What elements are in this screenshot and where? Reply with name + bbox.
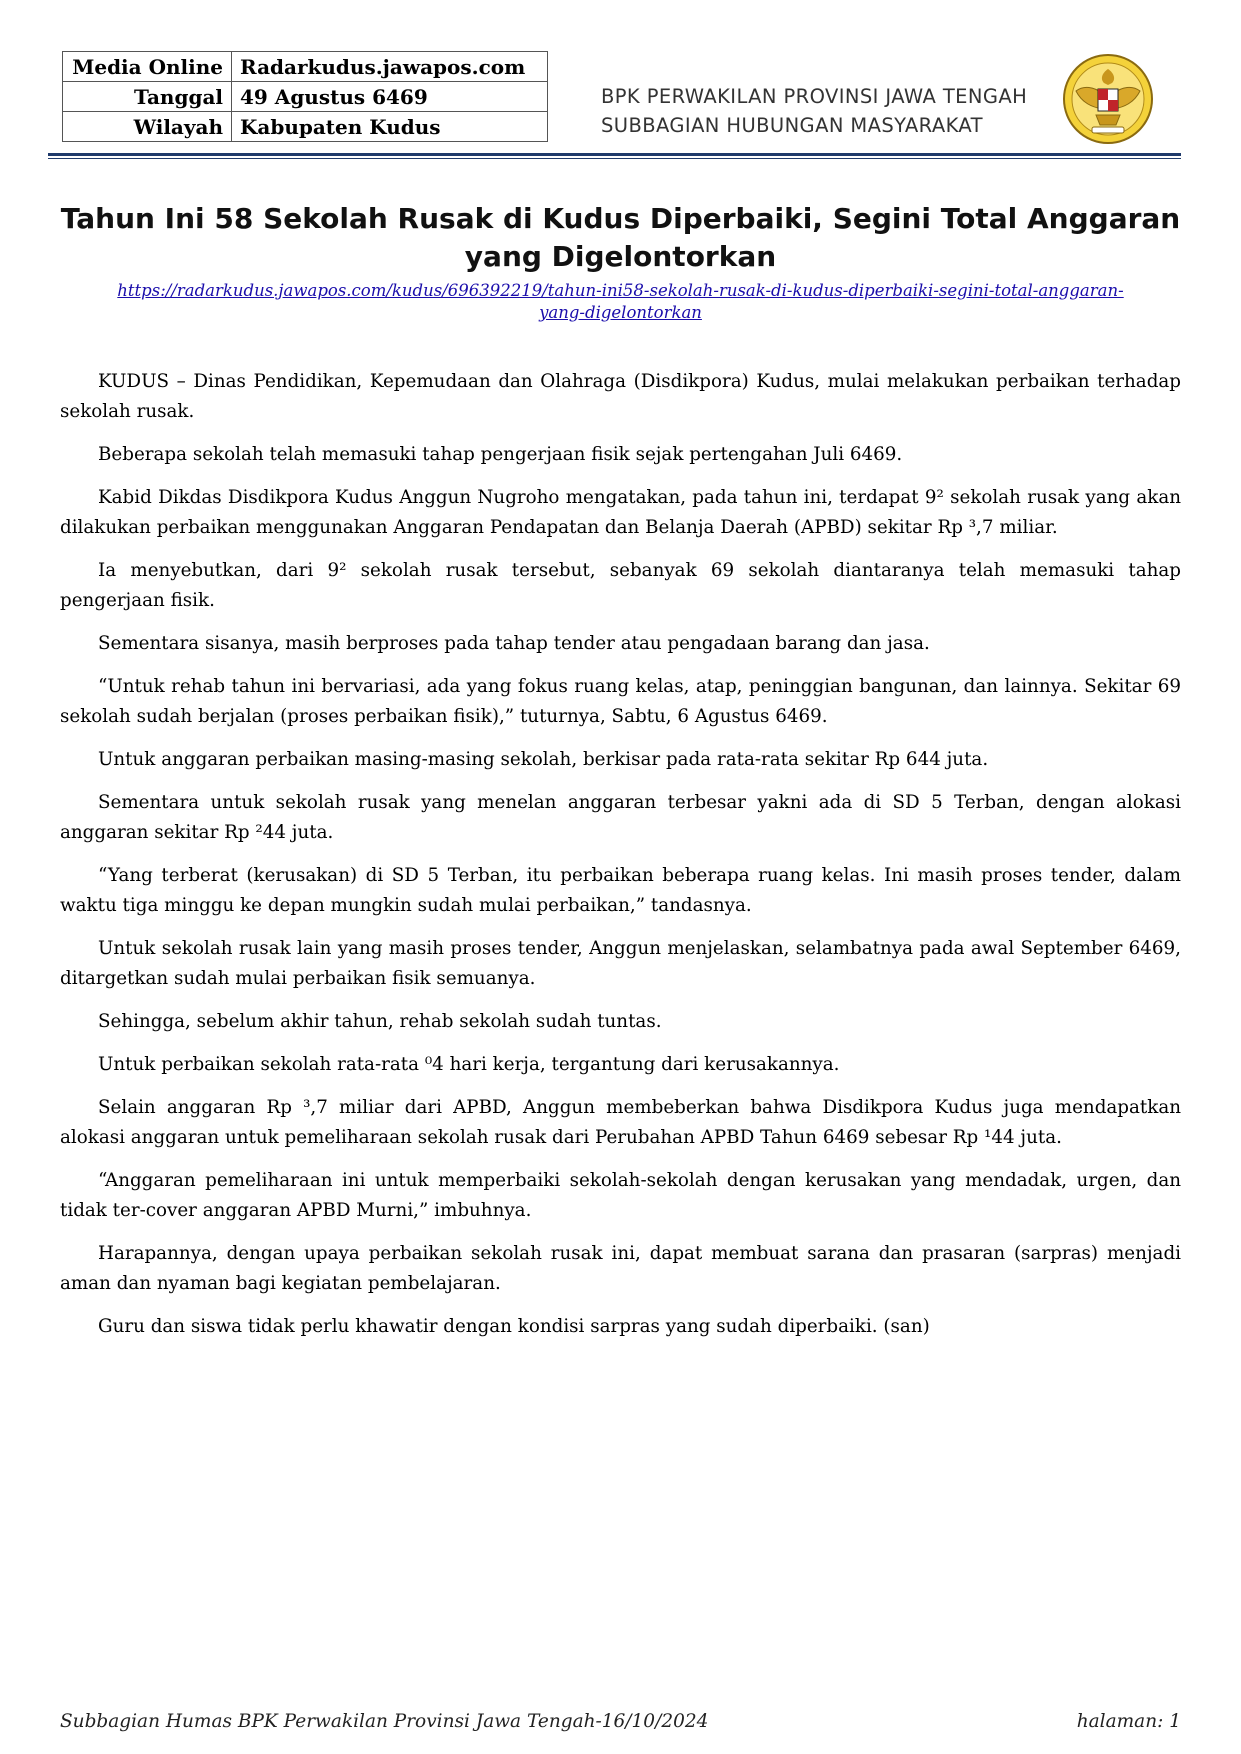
region-value: Kabupaten Kudus [232, 112, 548, 142]
title-line-1: Tahun Ini 58 Sekolah Rusak di Kudus Diperbaiki, Segini Total Anggaran [60, 202, 1181, 235]
region-label: Wilayah [63, 112, 232, 142]
garuda-emblem-icon [1062, 51, 1154, 147]
paragraph: Harapannya, dengan upaya perbaikan sekolah rusak ini, dapat membuat sarana dan prasaran (sarpras) menjadi aman dan nyaman bagi kegiatan pembelajaran. [60, 1243, 1181, 1294]
media-value: Radarkudus.jawapos.com [232, 52, 548, 82]
paragraph: Untuk perbaikan sekolah rata-rata ⁰4 hari kerja, tergantung dari kerusakannya. [98, 1054, 840, 1075]
paragraph: Kabid Dikdas Disdikpora Kudus Anggun Nugroho mengatakan, pada tahun ini, terdapat 9² sekolah rusak yang akan dilakukan perbaikan menggunakan Anggaran Pendapatan dan Belanja Daerah (APBD) sekitar Rp ³,7 miliar. [60, 487, 1181, 538]
media-info-row [63, 52, 548, 82]
article-title [60, 200, 1181, 276]
org-line-2: SUBBAGIAN HUBUNGAN MASYARAKAT [601, 114, 983, 137]
article-url-link[interactable] [60, 280, 1181, 324]
date-value: 49 Agustus 6469 [232, 82, 548, 112]
url-line-1[interactable]: https://radarkudus.jawapos.com/kudus/696392219/tahun-ini58-sekolah-rusak-di-kudus-diperbaiki-segini-total-anggaran- [117, 281, 1124, 300]
paragraph: “Anggaran pemeliharaan ini untuk memperbaiki sekolah-sekolah dengan kerusakan yang mendadak, urgen, dan tidak ter-cover anggaran APBD Murni,” imbuhnya. [60, 1170, 1181, 1221]
media-label: Media Online [63, 52, 232, 82]
organization-name [601, 82, 1027, 140]
paragraph: “Yang terberat (kerusakan) di SD 5 Terban, itu perbaikan beberapa ruang kelas. Ini masih proses tender, dalam waktu tiga minggu ke depan mungkin sudah mulai perbaikan,” tandasnya. [60, 865, 1181, 916]
paragraph: Sehingga, sebelum akhir tahun, rehab sekolah sudah tuntas. [98, 1011, 662, 1032]
paragraph: Beberapa sekolah telah memasuki tahap pengerjaan fisik sejak pertengahan Juli 6469. [98, 444, 903, 465]
paragraph: “Untuk rehab tahun ini bervariasi, ada yang fokus ruang kelas, atap, peninggian bangunan, dan lainnya. Sekitar 69 sekolah sudah berjalan (proses perbaikan fisik),” tuturnya, Sabtu, 6 Agustus 6469. [60, 676, 1181, 727]
page-number: halaman: 1 [1076, 1711, 1181, 1732]
paragraph: Selain anggaran Rp ³,7 miliar dari APBD, Anggun membeberkan bahwa Disdikpora Kudus juga mendapatkan alokasi anggaran untuk pemeliharaan sekolah rusak dari Perubahan APBD Tahun 6469 sebesar Rp ¹44 juta. [60, 1097, 1181, 1148]
footer-source: Subbagian Humas BPK Perwakilan Provinsi Jawa Tengah-16/10/2024 [60, 1711, 709, 1732]
paragraph: Sementara untuk sekolah rusak yang menelan anggaran terbesar yakni ada di SD 5 Terban, dengan alokasi anggaran sekitar Rp ²44 juta. [60, 792, 1181, 843]
header-divider [48, 153, 1181, 156]
header-divider-thin [48, 158, 1181, 159]
title-line-2: yang Digelontorkan [464, 240, 777, 273]
paragraph: Guru dan siswa tidak perlu khawatir dengan kondisi sarpras yang sudah diperbaiki. (san) [98, 1316, 930, 1337]
date-label: Tanggal [63, 82, 232, 112]
date-info-row [63, 82, 548, 112]
url-line-2[interactable]: yang-digelontorkan [539, 303, 702, 322]
paragraph: KUDUS – Dinas Pendidikan, Kepemudaan dan Olahraga (Disdikpora) Kudus, mulai melakukan perbaikan terhadap sekolah rusak. [60, 371, 1181, 422]
paragraph: Untuk anggaran perbaikan masing-masing sekolah, berkisar pada rata-rata sekitar Rp 644 juta. [98, 749, 989, 770]
paragraph: Untuk sekolah rusak lain yang masih proses tender, Anggun menjelaskan, selambatnya pada awal September 6469, ditargetkan sudah mulai perbaikan fisik semuanya. [60, 938, 1181, 989]
media-info-table [62, 51, 548, 142]
paragraph: Sementara sisanya, masih berproses pada tahap tender atau pengadaan barang dan jasa. [98, 633, 930, 654]
org-line-1: BPK PERWAKILAN PROVINSI JAWA TENGAH [601, 85, 1028, 108]
paragraph: Ia menyebutkan, dari 9² sekolah rusak tersebut, sebanyak 69 sekolah diantaranya telah memasuki tahap pengerjaan fisik. [60, 560, 1181, 611]
article-body [60, 367, 1181, 1355]
region-info-row [63, 112, 548, 142]
